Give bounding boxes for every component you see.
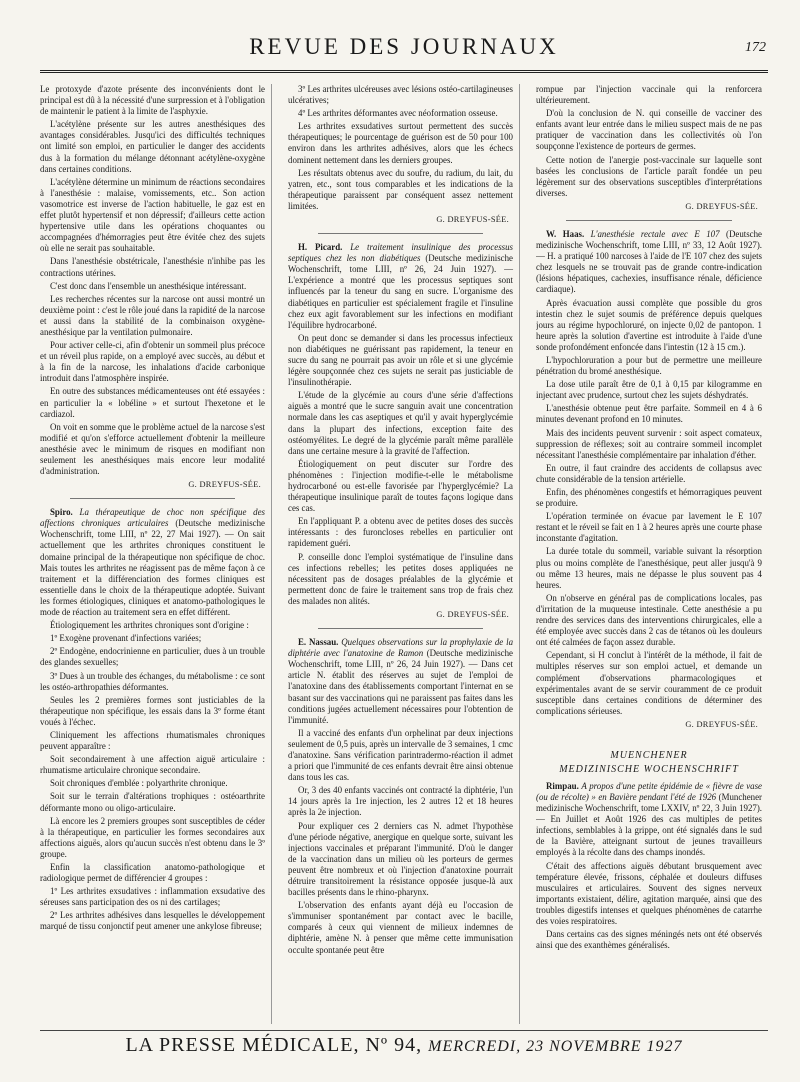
paragraph: La durée totale du sommeil, variable suivant la résorption plus ou moins complète de l'anesthésique, peut aller jusqu'à 9 ou même 13 heures, mais ne dépasse le plus souvent pas 4 heures. <box>536 546 762 590</box>
paragraph: On peut donc se demander si dans les processus infectieux non diabétiques ne guérissant pas rapidement, la teneur en sucre du sang ne pourrait pas avoir un rôle et si une glycémie légère soupçonnée chez ces sujets ne serait pas justiciable de l'insulinothérapie. <box>288 332 513 388</box>
paragraph: P. conseille donc l'emploi systématique de l'insuline dans ces infections rebelles; les petites doses appliquées ne nécessitent pas de dosages préalables de la glycémie et permettent donc de faire le traitement sans trop de frais chez des malades non alités. <box>288 551 513 606</box>
article-intro <box>536 229 762 296</box>
article-intro <box>40 507 265 618</box>
paragraph: En l'appliquant P. a obtenu avec de petites doses des succès intéressants : des furoncloses rebelles en particulier ont rapidement guéri. <box>288 516 513 549</box>
paragraph: Les arthrites exsudatives surtout permettent des succès thérapeutiques; le pourcentage de guérison est de 50 pour 100 environ dans les arthrites adhésives, alors que les échecs dominent nettement dans les derniers groupes. <box>288 121 513 165</box>
paragraph: Cependant, si H conclut à l'intérêt de la méthode, il fait de multiples réserves sur son emploi actuel, et demande un complément d'observations pharmacologiques et expérimentales avant de se servir couramment de ce produit susceptible dans certaines conditions de déterminer des complications sérieuses. <box>536 650 762 716</box>
paragraph: L'anesthésie obtenue peut être parfaite. Sommeil en 4 à 6 minutes devenant profond en 10 minutes. <box>536 403 762 425</box>
article-divider <box>318 628 483 629</box>
paragraph: Les résultats obtenus avec du soufre, du radium, du lait, du yatren, etc., sont tous comparables et les indications de la thérapeutique paraissent par conséquent assez nettement limitées. <box>288 167 513 211</box>
paragraph: L'acétylène présente sur les autres anesthésiques des avantages considérables. Jusqu'ici des difficultés techniques ont limité son emploi, en particulier le danger des accidents dus à la formation du mélange détonnant acétylène-oxygène dans certaines conditions. <box>40 119 265 174</box>
paragraph: En outre, il faut craindre des accidents de collapsus avec chute considérable de la tension artérielle. <box>536 462 762 484</box>
signature: G. DREYFUS-SÉE. <box>685 719 758 729</box>
article-author: Spiro. <box>50 507 73 518</box>
section-heading-line-2: MEDIZINISCHE WOCHENSCHRIFT <box>559 763 739 775</box>
paragraph: Seules les 2 premières formes sont justiciables de la thérapeutique non spécifique, les essais dans la 3º forme étant voués à l'échec. <box>40 694 265 727</box>
article-reference: (Deutsche medizinische Wochenschrift, tome LIII, nº 33, 12 Août 1927). — H. a pratiqué 100 narcoses à l'aide de l'E 107 chez des sujets chez lesquels ne se trouvait pas de grande contre-indication (lésions hépatiques, cachexies, insuffisance rénale, déficience cardiaque). <box>536 228 762 295</box>
article-author: Rimpau. <box>546 780 579 791</box>
paragraph: 1º Les arthrites exsudatives : inflammation exsudative des séreuses sans participation des os ni des cartilages; <box>40 886 265 908</box>
paragraph: rompue par l'injection vaccinale qui la renforcera ultérieurement. <box>536 84 762 106</box>
paragraph: Étiologiquement on peut discuter sur l'ordre des phénomènes : l'injection modifie-t-elle le métabolisme hydrocarboné ou est-elle favorisée par l'hyperglycémie? La thérapeutique insulinique paraît de toutes façons logique dans ces cas. <box>288 458 513 514</box>
column-3 <box>536 84 768 1024</box>
paragraph: L'observation des enfants ayant déjà eu l'occasion de s'immuniser spontanément par contact avec le bacille, comparés à ceux qui viennent de milieux indemnes de diphtérie, amène N. à penser que même cette immunisation occulte spontanée peut être <box>288 900 513 955</box>
paragraph: Soit chroniques d'emblée : polyarthrite chronique. <box>50 778 228 789</box>
section-heading <box>536 749 762 777</box>
paragraph: En outre des substances médicamenteuses ont été essayées : en particulier la « lobéline » et surtout l'hexetone et le cardiazol. <box>40 386 265 419</box>
page-header <box>40 30 768 73</box>
signature: G. DREYFUS-SÉE. <box>436 610 509 620</box>
paragraph: L'étude de la glycémie au cours d'une série d'affections aiguës a montré que le sucre sanguin avait une concentration normale dans les cas aseptiques et qu'il y avait hyperglycémie dans la plupart des infections, exception faite des ostéomyélites. Le degré de la glycémie paraît même parallèle dans une certaine mesure à la gravité de l'affection. <box>288 390 513 456</box>
col1-paragraphs <box>40 84 265 477</box>
section-heading-line-1: MUENCHENER <box>610 749 688 761</box>
article-title: A propos d'une petite épidémie de « fièvre de vase (ou de récolte) » en Bavière pendant l'été de 1926 <box>536 780 762 802</box>
signature: G. DREYFUS-SÉE. <box>436 215 509 225</box>
column-2 <box>288 84 520 1024</box>
paragraph: Pour expliquer ces 2 derniers cas N. admet l'hypothèse d'une période négative, anergique en quelque sorte, suivant les injections vaccinales et préparant l'immunité. D'où le danger de la vaccination dans un milieu où les porteurs de germes peuvent être nombreux et où l'injection d'anatoxine pourrait détruire transitoirement la résistance opposée jusque-là aux bacilles présents dans le rhino-pharynx. <box>288 820 513 898</box>
paragraph: Or, 3 des 40 enfants vaccinés ont contracté la diphtérie, l'un 14 jours après la 1re injection, les 2 autres 12 et 18 heures après la 2e injection. <box>288 785 513 818</box>
paragraph: C'était des affections aiguës débutant brusquement avec température élevée, frissons, céphalée et douleurs diffuses musculaires et articulaires. Souvent des signes nerveux importants existaient, délire, agitation marquée, ainsi que des troubles digestifs intenses et quelques phénomènes de catarrhe des voies respiratoires. <box>536 860 762 926</box>
paragraph: On n'observe en général pas de complications locales, pas d'irritation de la muqueuse intestinale. Cette anesthésie a pu rendre des services dans des interventions chirurgicales, elle a été employée avec succès dans 2 cas de tétanos où les douleurs ont été calmées de façon assez durable. <box>536 592 762 648</box>
paragraph: Enfin, des phénomènes congestifs et hémorragiques peuvent se produire. <box>536 487 762 509</box>
paragraph: Il a vacciné des enfants d'un orphelinat par deux injections seulement de 0,5 puis, après un intervalle de 3 semaines, 1 cmc d'anatoxine. Sans vérification parintradermo-réaction il admet a priori que l'immunité de ces enfants devrait être ainsi obtenue dans tous les cas. <box>288 727 513 783</box>
paragraph: La dose utile paraît être de 0,1 à 0,15 par kilogramme en injectant avec prudence, surtout chez les sujets déshydratés. <box>536 379 762 401</box>
footer-date: MERCREDI, 23 NOVEMBRE 1927 <box>428 1038 683 1055</box>
paragraph: On voit en somme que le problème actuel de la narcose s'est modifié et qu'on s'efforce actuellement d'obtenir la meilleure anesthésie avec le minimum de risques en modifiant non seulement les anesthésiques mais encore leur modalité d'administration. <box>40 421 265 477</box>
article-title: La thérapeutique de choc non spécifique des affections chroniques articulaires <box>40 507 266 529</box>
paragraph: Soit sur le terrain d'altérations trophiques : ostéoarthrite déformante mono ou oligo-articulaire. <box>40 791 265 813</box>
article-reference: (Deutsche medizinische Wochenschrift, tome LIII, nº 26, 24 Juin 1927). — L'expérience a montré que les processus septiques sont influencés par la teneur du sang en sucre. L'organisme des diabétiques en particulier est spécialement fragile et l'insuline chez eux agit favorablement sur les infections en modifiant l'équilibre hydrocarboné. <box>288 253 513 330</box>
signature: G. DREYFUS-SÉE. <box>685 201 758 211</box>
paragraph: Cliniquement les affections rhumatismales chroniques peuvent apparaître : <box>40 729 265 752</box>
article-intro <box>288 242 513 331</box>
article-intro <box>288 637 513 726</box>
article-divider <box>318 233 483 234</box>
article-author: H. Picard. <box>298 242 343 253</box>
paragraph: Enfin la classification anatomo-pathologique et radiologique permet de différencier 4 groupes : <box>40 862 265 884</box>
paragraph: L'hypochloruration a pour but de permettre une meilleure pénétration du bromé anesthésique. <box>536 354 762 377</box>
article-divider <box>566 220 732 221</box>
paragraph: L'opération terminée on évacue par lavement le E 107 restant et le réveil se fait en 1 à 2 heures après une courte phase inconstante d'agitation. <box>536 511 762 544</box>
article-title: L'anesthésie rectale avec E 107 <box>590 228 720 239</box>
paragraph: 2º Endogène, endocrinienne en particulier, dues à un trouble des glandes sexuelles; <box>40 646 265 668</box>
column-1 <box>40 84 272 1024</box>
paragraph: 1º Exogène provenant d'infections variées; <box>50 633 202 644</box>
page-number: 172 <box>745 40 766 55</box>
paragraph: L'acétylène détermine un minimum de réactions secondaires à l'anesthésie : malaise, vomissements, etc.. Son action vasomotrice est inverse de l'action habituelle, le gaz est en effet plutôt hypertensif et non dépressif; d'ailleurs cette action hypertensive utile dans les opérations choquantes ou accompagnées d'hémorragies peut être évitée chez des sujets où elle ne serait pas souhaitable. <box>40 176 265 254</box>
paragraph: Là encore les 2 premiers groupes sont susceptibles de céder à la thérapeutique, en particulier les formes secondaires aux affections aiguës, alors qu'aucun succès n'est obtenu dans le 3º groupe. <box>40 815 265 859</box>
paragraph: Soit secondairement à une affection aiguë articulaire : rhumatisme articulaire chronique secondaire. <box>40 754 265 776</box>
article-title: Le traitement insulinique des processus septiques chez les non diabétiques <box>288 242 514 264</box>
article-reference: (Munchener medizinische Wochenschrift, tome LXXIV, nº 22, 3 Juin 1927). — En Juillet et Août 1926 des cas multiples de petites infections, semblables à la grippe, ont été signalés dans le sud de la Bavière, atteignant surtout de jeunes travailleurs employés à la récolte dans des champs inondés. <box>536 791 762 858</box>
paragraph: Mais des incidents peuvent survenir : soit aspect comateux, suppression de réflexes; soit au contraire sommeil incomplet nécessitant l'anesthésie complémentaire par inhalation d'éther. <box>536 427 762 460</box>
paragraph: 4º Les arthrites déformantes avec néoformation osseuse. <box>298 108 498 119</box>
article-author: W. Haas. <box>546 228 585 239</box>
article-reference: (Deutsche medizinische Wochenschrift, tome LIII, nº 26, 24 Juin 1927). — Dans cet article N. établit des réserves au sujet de l'emploi de l'anatoxine dans des établissements comportant l'internat en se basant sur des vaccinations qui ne paraissent pas faites dans les conditions jugées actuellement nécessaires pour l'obtention de l'immunité. <box>288 648 513 725</box>
footer-journal: LA PRESSE MÉDICALE, Nº 94, <box>125 1034 423 1056</box>
article-intro <box>536 781 762 859</box>
paragraph: Le protoxyde d'azote présente des inconvénients dont le principal est dû à la nécessité d'une surpression et à l'obligation de maintenir le patient à la limite de l'asphyxie. <box>40 84 265 117</box>
signature: G. DREYFUS-SÉE. <box>188 480 261 490</box>
paragraph: Cette notion de l'anergie post-vaccinale sur laquelle sont basées les conclusions de l'article paraît fondée un peu légèrement sur des observations susceptibles d'interprétations diverses. <box>536 154 762 198</box>
journal-title: REVUE DES JOURNAUX <box>249 34 559 59</box>
paragraph: D'où la conclusion de N. qui conseille de vacciner des enfants avant leur entrée dans le milieu suspect mais de ne pas pratiquer de vaccination dans les collectivités où l'on soupçonne l'existence de porteurs de germes. <box>536 108 762 152</box>
article-divider <box>70 498 235 499</box>
article-author: E. Nassau. <box>298 637 339 648</box>
paragraph: Les recherches récentes sur la narcose ont aussi montré un deuxième point : c'est le rôle joué dans la rapidité de la narcose et aussi dans la stabilité de la combinaison oxygène-anesthésique par la ventilation pulmonaire. <box>40 293 265 337</box>
paragraph: 3º Dues à un trouble des échanges, du métabolisme : ce sont les ostéo-arthropathies déformantes. <box>40 670 265 692</box>
paragraph: 3º Les arthrites ulcéreuses avec lésions ostéo-cartilagineuses ulcératives; <box>288 84 513 106</box>
text-columns <box>40 84 768 1024</box>
paragraph: Après évacuation aussi complète que possible du gros intestin chez le sujet soumis de préférence depuis quelques jours au régime hypochloruré, on injecte 0,02 de pantopon. 1 heure après la solution d'avertine est introduite à l'aide d'une sonde profondément enfoncée dans l'intestin (12 à 15 cm.). <box>536 297 762 352</box>
paragraph: Étiologiquement les arthrites chroniques sont d'origine : <box>50 620 249 631</box>
paragraph: 2º Les arthrites adhésives dans lesquelles le développement marqué de tissu conjonctif peut amener une ankylose fibreuse; <box>40 910 265 932</box>
paragraph: Dans l'anesthésie obstétricale, l'anesthésie n'inhibe pas les contractions utérines. <box>40 256 265 278</box>
paragraph: Pour activer celle-ci, afin d'obtenir un sommeil plus précoce et un réveil plus rapide, on a employé avec succès, au début et à la fin de la narcose, les inhalations d'acide carbonique introduit dans l'atmosphère inspirée. <box>40 340 265 384</box>
article-reference: (Deutsche medizinische Wochenschrift, tome LIII, nº 22, 27 Mai 1927). — On sait actuellement que les arthrites chroniques constituent le domaine principal de la thérapeutique non spécifique de choc. Mais toutes les arthrites ne réagissent pas de même façon à ce traitement et la différenciation des formes cliniques est essentielle dans le choix de la thérapeutique adoptée. Suivant les formes étiologiques, cliniques et anatomo-pathologiques le mode de réaction au traitement sera en effet différent. <box>40 518 265 618</box>
paragraph: C'est donc dans l'ensemble un anesthésique intéressant. <box>50 280 247 291</box>
article-title: Quelques observations sur la prophylaxie de la diphtérie avec l'anatoxine de Ramon <box>288 637 514 659</box>
paragraph: Dans certains cas des signes méningés nets ont été observés ainsi que des exanthèmes généralisés. <box>536 929 762 951</box>
page-footer <box>40 1030 768 1057</box>
